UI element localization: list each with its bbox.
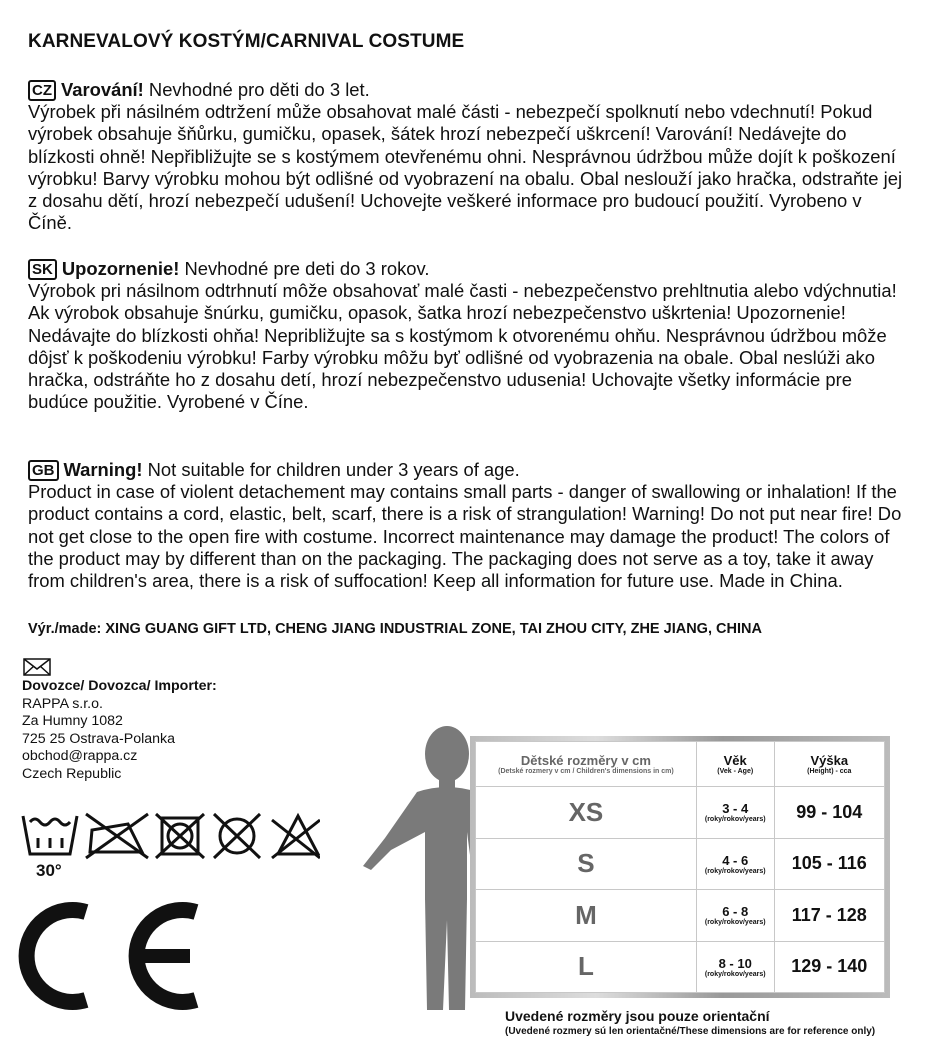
importer-line: Za Humny 1082 [22,713,123,730]
warning-section-cz [28,79,908,234]
header-height-sub: (Height) - cca [807,768,852,775]
no-bleach-icon [272,816,320,858]
importer-line: 725 25 Ostrava-Polanka [22,730,176,747]
header-subtitle: (Detské rozmery v cm / Children's dimensions in cm) [498,768,674,775]
no-iron-icon [86,814,148,858]
size-cell: XS [476,787,697,839]
document-title: KARNEVALOVÝ KOSTÝM/CARNIVAL COSTUME [28,31,465,52]
size-cell: M [476,890,697,942]
no-tumble-dry-icon [156,814,204,858]
wash-30-icon [23,816,77,854]
age-range: 6 - 8 [722,904,749,920]
header-height [774,742,884,787]
height-cell: 117 - 128 [774,890,884,942]
header-dimensions [476,742,697,787]
warning-body: Product in case of violent detachement may contains small parts - danger of swallowing or inhalation! If the product contains a cord, elastic, belt, scarf, there is a risk of strangulation! Warning! Do not put near fire! Do not get close to the open fire with costume. Incorrect maintenance may damage the product! The colors of the product may by different than on the packaging. The packaging does not serve as a toy, take it away from children's area, there is a risk of suffocation! Keep all information for future use. Made in China. [28,481,902,592]
height-cell: 105 - 116 [774,838,884,890]
warning-first-line: Nevhodné pro děti do 3 let. [143,79,370,100]
no-dry-clean-icon [214,814,260,858]
age-unit: (roky/rokov/years) [704,919,766,927]
size-chart [470,736,890,998]
care-symbols [20,808,320,860]
warning-body: Výrobek při násilném odtržení může obsahovat malé části - nebezpečí spolknutí nebo vdechnutí! Pokud výrobek obsahuje šňůrku, gumičku, opasek, šátek hrozí nebezpečí uškrcení! Varování! Nedávejte do blízkosti ohně! Nepřibližujte se s kostýmem otevřenému ohni. Nesprávnou údržbou může dojít k poškození výrobku! Barvy výrobku mohou být odlišné od vyobrazení na obalu. Obal neslouží jako hračka, odstraňte jej z dosahu dětí, hrozí nebezpečí udušení! Uchovejte veškeré informace pro budoucí použití. Vyrobeno v Číně. [28,101,903,234]
manufacturer-line: Výr./made: XING GUANG GIFT LTD, CHENG JIANG INDUSTRIAL ZONE, TAI ZHOU CITY, ZHE JIANG, CHINA [28,621,762,637]
age-unit: (roky/rokov/years) [704,867,766,875]
warning-label: Varování! [61,79,144,100]
warning-body: Výrobok pri násilnom odtrhnutí môže obsahovať malé časti - nebezpečenstvo prehltnutia alebo vdýchnutia! Ak výrobok obsahuje šnúrku, gumičku, opasok, šatka hrozí nebezpečenstvo uškrtenia! Upozornenie! Nedávajte do blízkosti ohňa! Nepribližujte sa s kostýmom k otvorenému ohňu. Nesprávnou údržbou môže dôjsť k poškodeniu výrobku! Farby výrobku môžu byť odlišné od vyobrazenia na obale. Obal neslúži ako hračka, odstráňte ho z dosahu detí, hrozí nebezpečenstvo udusenia! Uchovajte všetky informácie pre budúce použitie. Vyrobené v Číne. [28,280,897,413]
warning-first-line: Not suitable for children under 3 years of age. [142,459,520,480]
header-age-label: Věk [723,753,747,768]
warning-section-sk [28,258,908,413]
ce-mark [14,900,214,1012]
size-cell: S [476,838,697,890]
importer-block [22,658,217,784]
table-header-row [476,742,885,787]
warning-section-gb [28,459,908,592]
height-cell: 99 - 104 [774,787,884,839]
warning-first-line: Nevhodné pre deti do 3 rokov. [179,258,430,279]
size-cell: L [476,941,697,993]
wash-temperature: 30° [36,861,62,880]
table-row [476,787,885,839]
flag-badge: GB [28,460,59,481]
table-row [476,838,885,890]
importer-line: Czech Republic [22,765,122,782]
table-row [476,890,885,942]
size-note-sub: (Uvedené rozmery sú len orientačné/These dimensions are for reference only) [505,1026,876,1037]
height-cell: 129 - 140 [774,941,884,993]
age-cell [696,838,774,890]
warning-label: Upozornenie! [61,258,180,279]
age-range: 8 - 10 [718,955,752,971]
flag-badge: SK [28,259,57,280]
age-cell [696,787,774,839]
importer-line: RAPPA s.r.o. [22,695,103,712]
warning-label: Warning! [63,459,143,480]
importer-label: Dovozce/ Dovozca/ Importer: [22,678,217,694]
header-title: Dětské rozměry v cm [520,753,651,768]
age-range: 4 - 6 [722,852,749,868]
age-cell [696,890,774,942]
age-unit: (roky/rokov/years) [704,970,766,978]
envelope-icon [23,658,51,676]
table-row [476,941,885,993]
flag-badge: CZ [28,80,56,101]
age-range: 3 - 4 [722,801,749,817]
age-cell [696,941,774,993]
importer-line: obchod@rappa.cz [22,748,138,765]
header-height-label: Výška [810,753,849,768]
header-age-sub: (Vek - Age) [717,768,754,775]
header-age [696,742,774,787]
size-note: Uvedené rozměry jsou pouze orientační [505,1008,770,1024]
age-unit: (roky/rokov/years) [704,816,766,824]
size-table [475,741,885,993]
